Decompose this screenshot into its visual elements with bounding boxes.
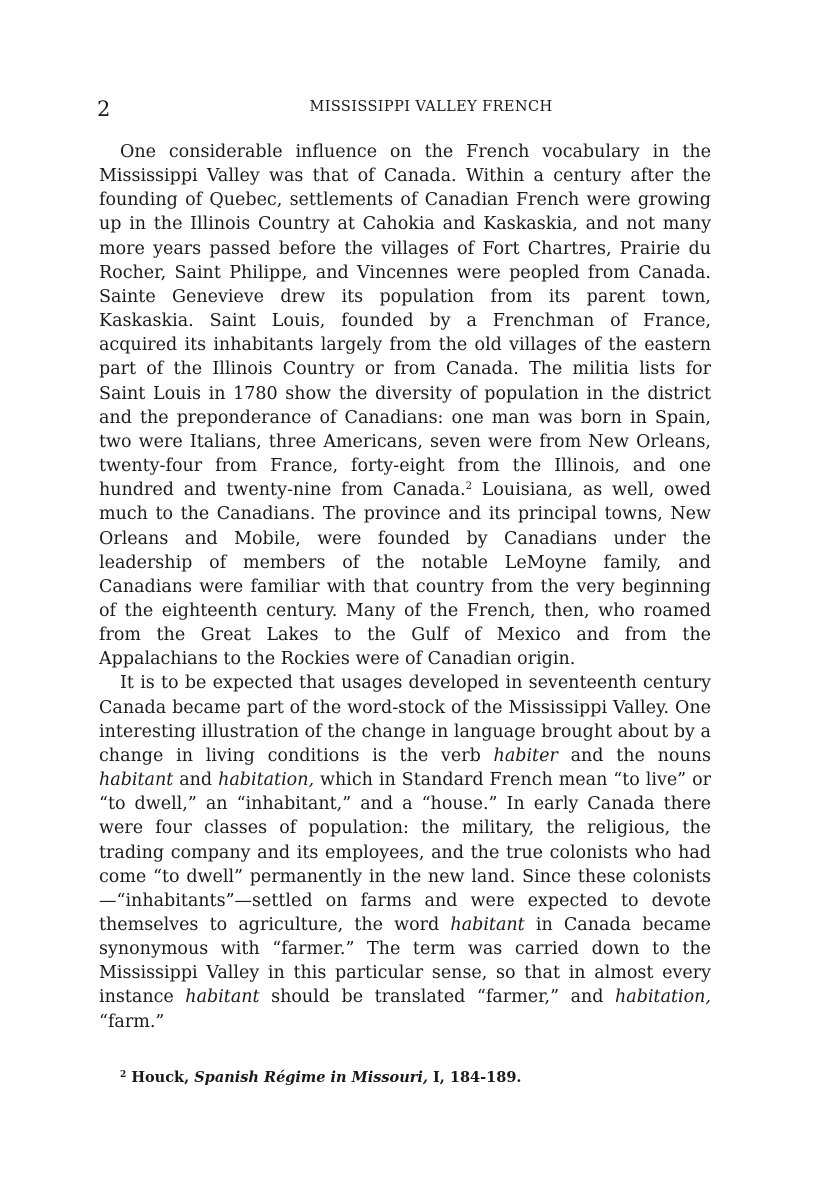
- paragraph-2-text: It is to be expected that usages developed in seventeenth century Canada became part of the word-stock of the Mississippi Valley. One interesting illustration of the change in language brought about by a change in living conditions is the verb: [99, 673, 711, 766]
- paragraph-2: [99, 671, 711, 1033]
- italic-term: habitation,: [615, 987, 711, 1008]
- body-text: [99, 140, 711, 1034]
- italic-term: habiter: [493, 745, 558, 766]
- italic-term: habitation,: [218, 770, 315, 791]
- running-head: MISSISSIPPI VALLEY FRENCH: [309, 99, 553, 115]
- footnote-citation: I, 184-189.: [427, 1069, 522, 1086]
- footnote-reference: 2: [465, 481, 472, 493]
- footnote: [99, 1069, 711, 1086]
- paragraph-1-text-a: One considerable influence on the French vocabulary in the Mississippi Valley was that of Canada. Within a century after the founding of Quebec, settlements of Canadian French were growing up in the Illinois Country at Cahokia and Kaskaskia, and not many more years passed before the villages of Fort Chartres, Prairie du Rocher, Saint Philippe, and Vincennes were peopled from Canada. Sainte Genevieve drew its population from its parent town, Kaskaskia. Saint Louis, founded by a Frenchman of France, acquired its inhabitants largely from the old villages of the eastern part of the Illinois Country or from Canada. The militia lists for Saint Louis in 1780 show the diversity of population in the district and the preponderance of Canadians: one man was born in Spain, two were Italians, three Americans, seven were from New Orleans, twenty-four from France, forty-eight from the Illinois, and one hundred and twenty-nine from Canada.: [99, 142, 711, 501]
- paragraph-2-text: in Canada became synonymous with “farmer.” The term was carried down to the Mississippi Valley in this particular sense, so that in almost every instance: [99, 915, 711, 1008]
- italic-term: habitant: [99, 770, 174, 791]
- footnote-marker: 2: [120, 1070, 127, 1080]
- italic-term: habitant: [185, 987, 260, 1008]
- paragraph-2-text: “farm.”: [99, 1011, 165, 1032]
- paragraph-1-text-b: Louisiana, as well, owed much to the Canadians. The province and its principal towns, New Orleans and Mobile, were founded by Canadians under the leadership of members of the notable LeMoyne family, and Canadians were familiar with that country from the very beginning of the eighteenth century. Many of the French, then, who roamed from the Great Lakes to the Gulf of Mexico and from the Appalachians to the Rockies were of Canadian origin.: [99, 480, 711, 670]
- footnote-author: Houck,: [126, 1069, 195, 1086]
- footnote-title: Spanish Régime in Missouri,: [194, 1069, 428, 1086]
- italic-term: habitant: [450, 915, 525, 935]
- page-number: 2: [97, 97, 111, 121]
- paragraph-2-text: and: [173, 770, 219, 791]
- paragraph-1: [99, 140, 711, 671]
- paragraph-2-text: should be translated “farmer,” and: [259, 987, 616, 1008]
- paragraph-2-text: and the nouns: [557, 745, 711, 766]
- paragraph-2-text: which in Standard French mean “to live” or “to dwell,” an “inhabitant,” and a “house.” In early Canada there were four classes of population: the military, the religious, the trading company and its employees, and the true colonists who had come “to dwell” permanently in the new land. Since these colonists—“inhabitants”—settled on farms and were expected to devote themselves to agriculture, the word: [99, 770, 711, 935]
